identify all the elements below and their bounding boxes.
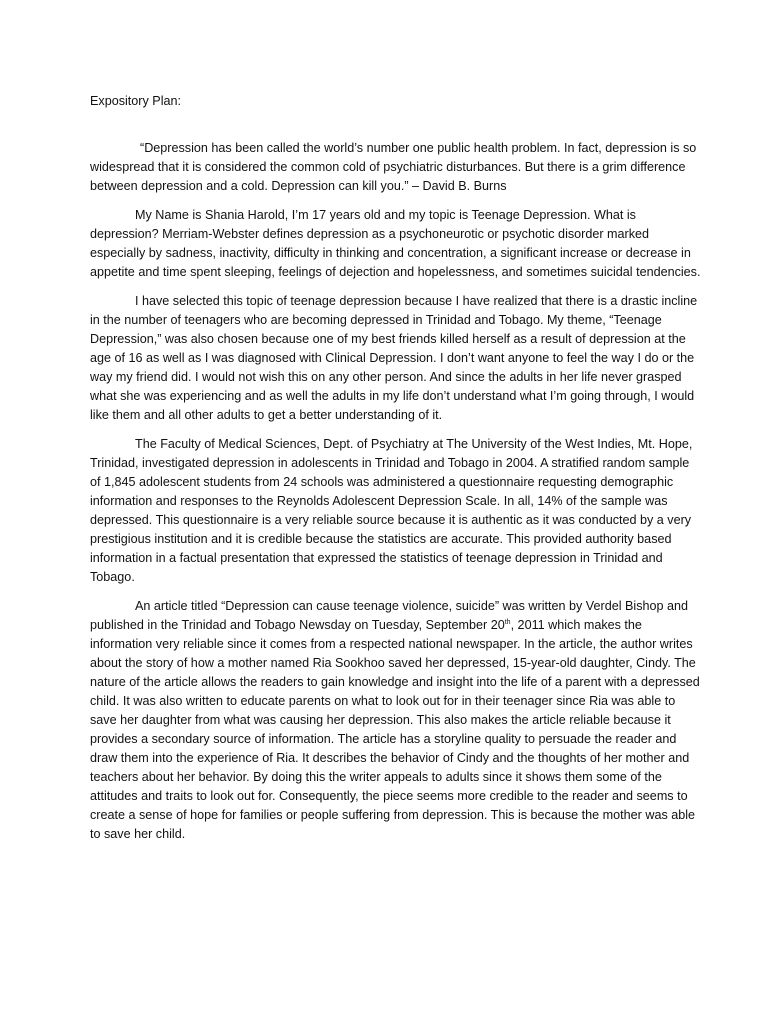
topic-reason-paragraph: I have selected this topic of teenage depression because I have realized that there is a drastic incline in the number of teenagers who are becoming depressed in Trinidad and Tobago. My theme, “Teenage Depression,” was also chosen because one of my best friends killed herself as a result of depression at the age of 16 as well as I was diagnosed with Clinical Depression. I don’t want anyone to feel the way I do or the way my friend did. I would not wish this on any other person. And since the adults in her life never grasped what she was experiencing and as well the adults in my life don’t understand what I’m going through, I would like them and all other adults to get a better understanding of it. xyxy=(90,294,698,422)
article-source-paragraph xyxy=(90,597,702,844)
document-heading: Expository Plan: xyxy=(90,94,181,108)
date-ordinal-suffix: th xyxy=(504,618,511,626)
document-page xyxy=(90,92,702,854)
introduction-paragraph: My Name is Shania Harold, I’m 17 years old and my topic is Teenage Depression. What is depression? Merriam-Webster defines depression as a psychoneurotic or psychotic disorder marked especially by sadness, inactivity, difficulty in thinking and concentration, a significant increase or decrease in appetite and time spent sleeping, feelings of dejection and hopelessness, and sometimes suicidal tendencies. xyxy=(90,208,701,279)
article-text-start: An article titled “Depression can cause teenage violence, suicide” was written by Verdel Bishop and published in the Trinidad and Tobago Newsday on Tuesday, September 20 xyxy=(90,599,689,632)
article-text-end: , 2011 which makes the information very reliable since it comes from a respected national newspaper. In the article, the author writes about the story of how a mother named Ria Sookhoo saved her depressed, 15-year-old daughter, Cindy. The nature of the article allows the readers to gain knowledge and insight into the life of a parent with a depressed child. It was also written to educate parents on what to look out for in their teenager since Ria was able to save her daughter from what was causing her depression. This also makes the article reliable because it provides a secondary source of information. The article has a storyline quality to persuade the reader and draw them into the experience of Ria. It describes the behavior of Cindy and the thoughts of her mother and teachers about her behavior. By doing this the writer appeals to adults since it shows them some of the attitudes and traits to look out for. Consequently, the piece seems more credible to the reader and seems to create a sense of hope for families or people suffering from depression. This is because the mother was able to save her child. xyxy=(90,618,700,841)
study-source-paragraph: The Faculty of Medical Sciences, Dept. of Psychiatry at The University of the West Indies, Mt. Hope, Trinidad, investigated depression in adolescents in Trinidad and Tobago in 2004. A stratified random sample of 1,845 adolescent students from 24 schools was administered a questionnaire requesting demographic information and responses to the Reynolds Adolescent Depression Scale. In all, 14% of the sample was depressed. This questionnaire is a very reliable source because it is authentic as it was conducted by a very prestigious institution and it is credible because the statistics are accurate. This provided authority based information in a factual presentation that expressed the statistics of teenage depression in Trinidad and Tobago. xyxy=(90,437,693,584)
opening-quote-paragraph: “Depression has been called the world’s number one public health problem. In fact, depression is so widespread that it is considered the common cold of psychiatric disturbances. But there is a grim difference between depression and a cold. Depression can kill you.” – David B. Burns xyxy=(90,141,697,193)
